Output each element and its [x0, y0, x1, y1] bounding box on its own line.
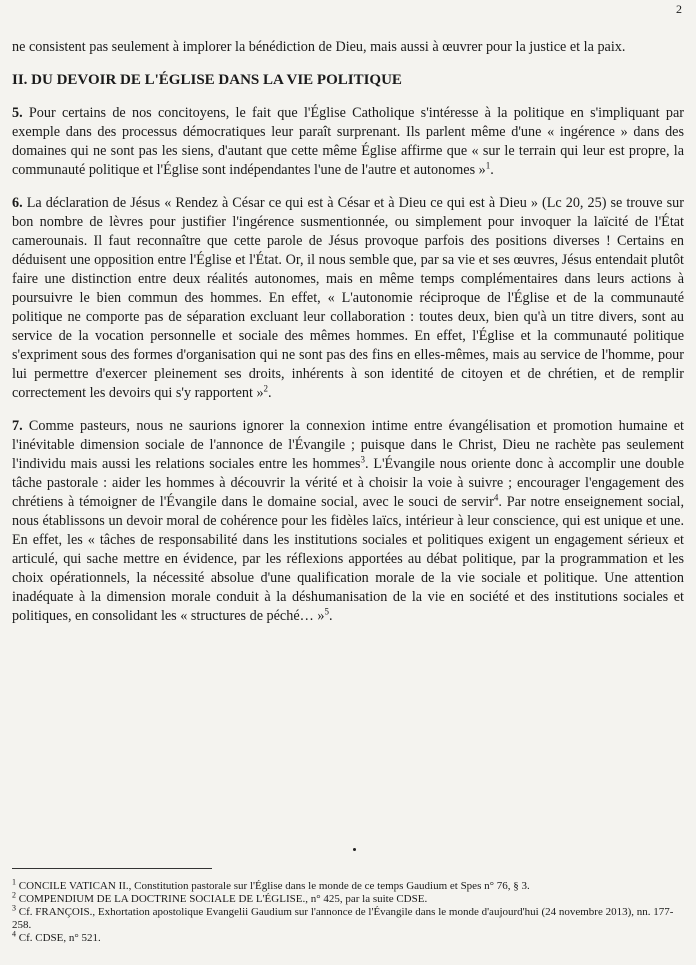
- footnote-mark: 4: [12, 929, 16, 939]
- footnote-4: [12, 929, 684, 945]
- footnote-text: COMPENDIUM DE LA DOCTRINE SOCIALE DE L'ÉGLISE., n° 425, par la suite CDSE.: [16, 893, 428, 905]
- paragraph-text: Pour certains de nos concitoyens, le fait que l'Église Catholique s'intéresse à la politique en s'impliquant par exemple dans des processus démocratiques leur paraît surprenant. Ils parlent même d'une « ingérence » dans des domaines qui ne sont pas les siens, d'autant que cette même Église affirme que « sur le terrain qui leur est propre, la communauté politique et l'Église sont indépendantes l'une de l'autre et autonomes »: [12, 105, 684, 178]
- dot-mark: [353, 848, 356, 851]
- paragraph-text: La déclaration de Jésus « Rendez à César ce qui est à César et à Dieu ce qui est à Dieu » (Lc 20, 25) se trouve sur bon nombre de lèvres pour justifier l'ingérence susmentionnée, ou simplement pour invoquer la laïcité de l'État camerounais. Il faut reconnaître que cette parole de Jésus provoque parfois des positions diverses ! Certains en déduisent une opposition entre l'Église et l'État. Or, il nous semble que, par sa vie et ses œuvres, Jésus entendait plutôt faire une distinction entre deux réalités autonomes, mais en même temps complémentaires dans leurs actions à poursuivre le bien commun des hommes. En effet, « L'autonomie réciproque de l'Église et de la communauté politique ne comporte pas de séparation excluant leur collaboration : toutes deux, bien qu'à un titre divers, sont au service de la vocation personnelle et sociale des mêmes hommes. En effet, l'Église et la communauté politique s'expriment sous des formes d'organisation qui ne sont pas des fins en elles-mêmes, mais au service de l'homme, pour lui permettre d'exercer pleinement ses droits, inhérents à son identité de citoyen et de chrétien, et de remplir correctement les devoirs qui s'y rapportent »: [12, 195, 684, 401]
- intro-paragraph: ne consistent pas seulement à implorer la bénédiction de Dieu, mais aussi à œuvrer pour la justice et la paix.: [12, 39, 626, 55]
- footnote-mark: 2: [12, 890, 16, 900]
- footnote-text: Cf. FRANÇOIS., Exhortation apostolique Evangelii Gaudium sur l'annonce de l'Évangile dans le monde d'aujourd'hui (24 novembre 2013), nn. 177-258.: [12, 906, 674, 931]
- footnote-ref: 1: [485, 160, 491, 171]
- footnotes: [12, 877, 684, 945]
- footnote-2: [12, 890, 684, 906]
- paragraph-text: . L'Évangile nous oriente donc à accomplir une double tâche pastorale : aider les hommes à découvrir la vérité et à choisir la voie à suivre ; encourager l'engagement des chrétiens à témoigner de l'Évangile dans le domaine social, avec le souci de servir: [12, 456, 684, 510]
- paragraph-number: 6.: [12, 195, 23, 211]
- footnote-mark: 1: [12, 877, 16, 887]
- paragraph-number: 5.: [12, 105, 23, 121]
- footnote-mark: 3: [12, 903, 16, 913]
- footnote-text: CONCILE VATICAN II., Constitution pastorale sur l'Église dans le monde de ce temps Gaudium et Spes n° 76, § 3.: [16, 880, 530, 892]
- paragraph-end: .: [268, 385, 272, 401]
- paragraph-6: [12, 194, 684, 403]
- paragraph-5: [12, 104, 684, 180]
- paragraph-text: . Par notre enseignement social, nous établissons un devoir moral de cohérence pour les fidèles laïcs, intérieur à leur conscience, qui est unique et une. En effet, les « tâches de responsabilité dans les institutions sociales et politiques exigent un engagement sérieux et articulé, qui sache mettre en évidence, par les réflexions apportées au débat politique, par la programmation et les choix opérationnels, la nécessité absolue d'une qualification morale de la vie sociale et politique. Une attention inadéquate à la dimension morale conduit à la déshumanisation de la vie en société et des institutions sociales et politiques, en consolidant les « structures de péché… »: [12, 494, 684, 624]
- footnote-ref: 3: [360, 454, 366, 465]
- footnote-ref: 5: [324, 606, 329, 617]
- paragraph-end: .: [328, 608, 333, 624]
- body-text: [12, 38, 684, 640]
- paragraph-end: .: [490, 162, 494, 178]
- footnote-3: [12, 903, 684, 932]
- footnote-divider: [12, 868, 212, 869]
- paragraph-number: 7.: [12, 418, 23, 434]
- paragraph-text: Comme pasteurs, nous ne saurions ignorer la connexion intime entre évangélisation et promotion humaine et l'inévitable dimension sociale de l'annonce de l'Évangile ; puisque dans le Christ, Dieu ne rachète pas seulement l'individu mais aussi les relations sociales entre les hommes: [12, 418, 684, 472]
- paragraph-7: [12, 417, 684, 626]
- section-heading: II. DU DEVOIR DE L'ÉGLISE DANS LA VIE POLITIQUE: [12, 72, 402, 88]
- footnote-ref: 4: [493, 492, 499, 503]
- page-number: 2: [676, 2, 682, 16]
- footnote-ref: 2: [263, 383, 269, 394]
- footnote-text: Cf. CDSE, n° 521.: [16, 932, 101, 944]
- footnote-1: [12, 877, 684, 893]
